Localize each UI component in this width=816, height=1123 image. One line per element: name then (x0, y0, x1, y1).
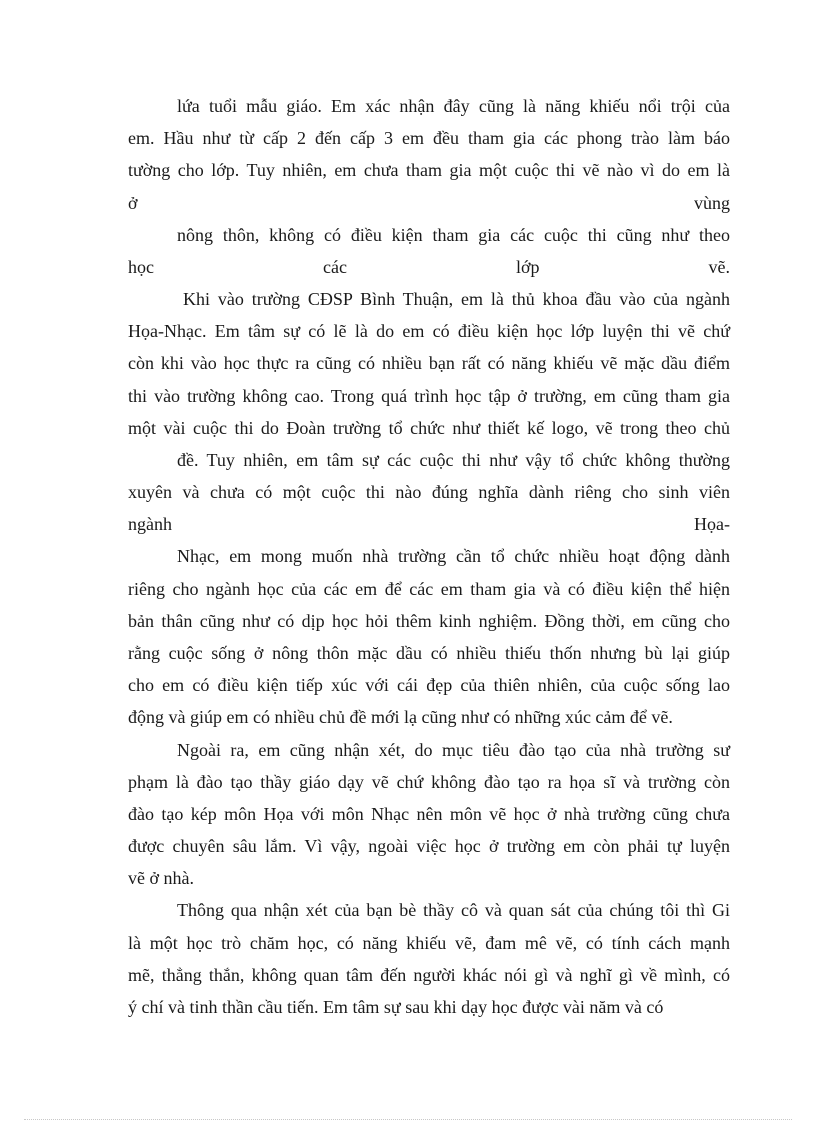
text-line: được chuyên sâu lắm. Vì vậy, ngoài việc học ở trường em còn phải tự luyện (128, 836, 730, 856)
text-line: xuyên và chưa có một cuộc thi nào đúng nghĩa dành riêng cho sinh viên (128, 482, 730, 502)
text-line: ngành Họa- (128, 514, 730, 534)
text-line: ở vùng (128, 193, 730, 213)
text-line: bản thân cũng như có dịp học hỏi thêm kinh nghiệm. Đồng thời, em cũng cho (128, 611, 730, 631)
text-line: Ngoài ra, em cũng nhận xét, do mục tiêu đào tạo của nhà trường sư (177, 740, 730, 760)
text-line: đào tạo kép môn Họa với môn Nhạc nên môn vẽ học ở nhà trường cũng chưa (128, 804, 730, 824)
text-line: một vài cuộc thi do Đoàn trường tổ chức như thiết kế logo, vẽ trong theo chủ (128, 418, 730, 438)
text-line: tường cho lớp. Tuy nhiên, em chưa tham gia một cuộc thi vẽ nào vì do em là (128, 160, 730, 180)
text-line: Thông qua nhận xét của bạn bè thầy cô và quan sát của chúng tôi thì Gi (177, 900, 730, 920)
text-line: nông thôn, không có điều kiện tham gia các cuộc thi cũng như theo (177, 225, 730, 245)
text-line: mẽ, thẳng thắn, không quan tâm đến người khác nói gì và nghĩ gì về mình, có (128, 965, 730, 985)
text-line: rằng cuộc sống ở nông thôn mặc dầu có nhiều thiếu thốn nhưng bù lại giúp (128, 643, 730, 663)
text-line: cho em có điều kiện tiếp xúc với cái đẹp của thiên nhiên, của cuộc sống lao (128, 675, 730, 695)
text-line: Nhạc, em mong muốn nhà trường cần tổ chức nhiều hoạt động dành (177, 546, 730, 566)
text-line: ý chí và tinh thần cầu tiến. Em tâm sự sau khi dạy học được vài năm và có (128, 997, 664, 1017)
text-line: học các lớp vẽ. (128, 257, 730, 277)
text-line: Khi vào trường CĐSP Bình Thuận, em là thủ khoa đầu vào của ngành (183, 289, 730, 309)
text-line: riêng cho ngành học của các em để các em tham gia và có điều kiện thể hiện (128, 579, 730, 599)
text-line: thi vào trường không cao. Trong quá trình học tập ở trường, em cũng tham gia (128, 386, 730, 406)
page-bottom-divider (24, 1119, 792, 1120)
text-line: còn khi vào học thực ra cũng có nhiều bạn rất có năng khiếu vẽ mặc dầu điểm (128, 353, 730, 373)
text-line: vẽ ở nhà. (128, 868, 194, 888)
text-line: động và giúp em có nhiều chủ đề mới lạ cũng như có những xúc cảm để vẽ. (128, 707, 673, 727)
text-line: lứa tuổi mẫu giáo. Em xác nhận đây cũng là năng khiếu nổi trội của (177, 96, 730, 116)
text-line: là một học trò chăm học, có năng khiếu vẽ, đam mê vẽ, có tính cách mạnh (128, 933, 730, 953)
text-line: phạm là đào tạo thầy giáo dạy vẽ chứ không đào tạo ra họa sĩ và trường còn (128, 772, 730, 792)
text-line: đề. Tuy nhiên, em tâm sự các cuộc thi như vậy tổ chức không thường (177, 450, 730, 470)
text-line: Họa-Nhạc. Em tâm sự có lẽ là do em có điều kiện học lớp luyện thi vẽ chứ (128, 321, 730, 341)
text-line: em. Hầu như từ cấp 2 đến cấp 3 em đều tham gia các phong trào làm báo (128, 128, 730, 148)
